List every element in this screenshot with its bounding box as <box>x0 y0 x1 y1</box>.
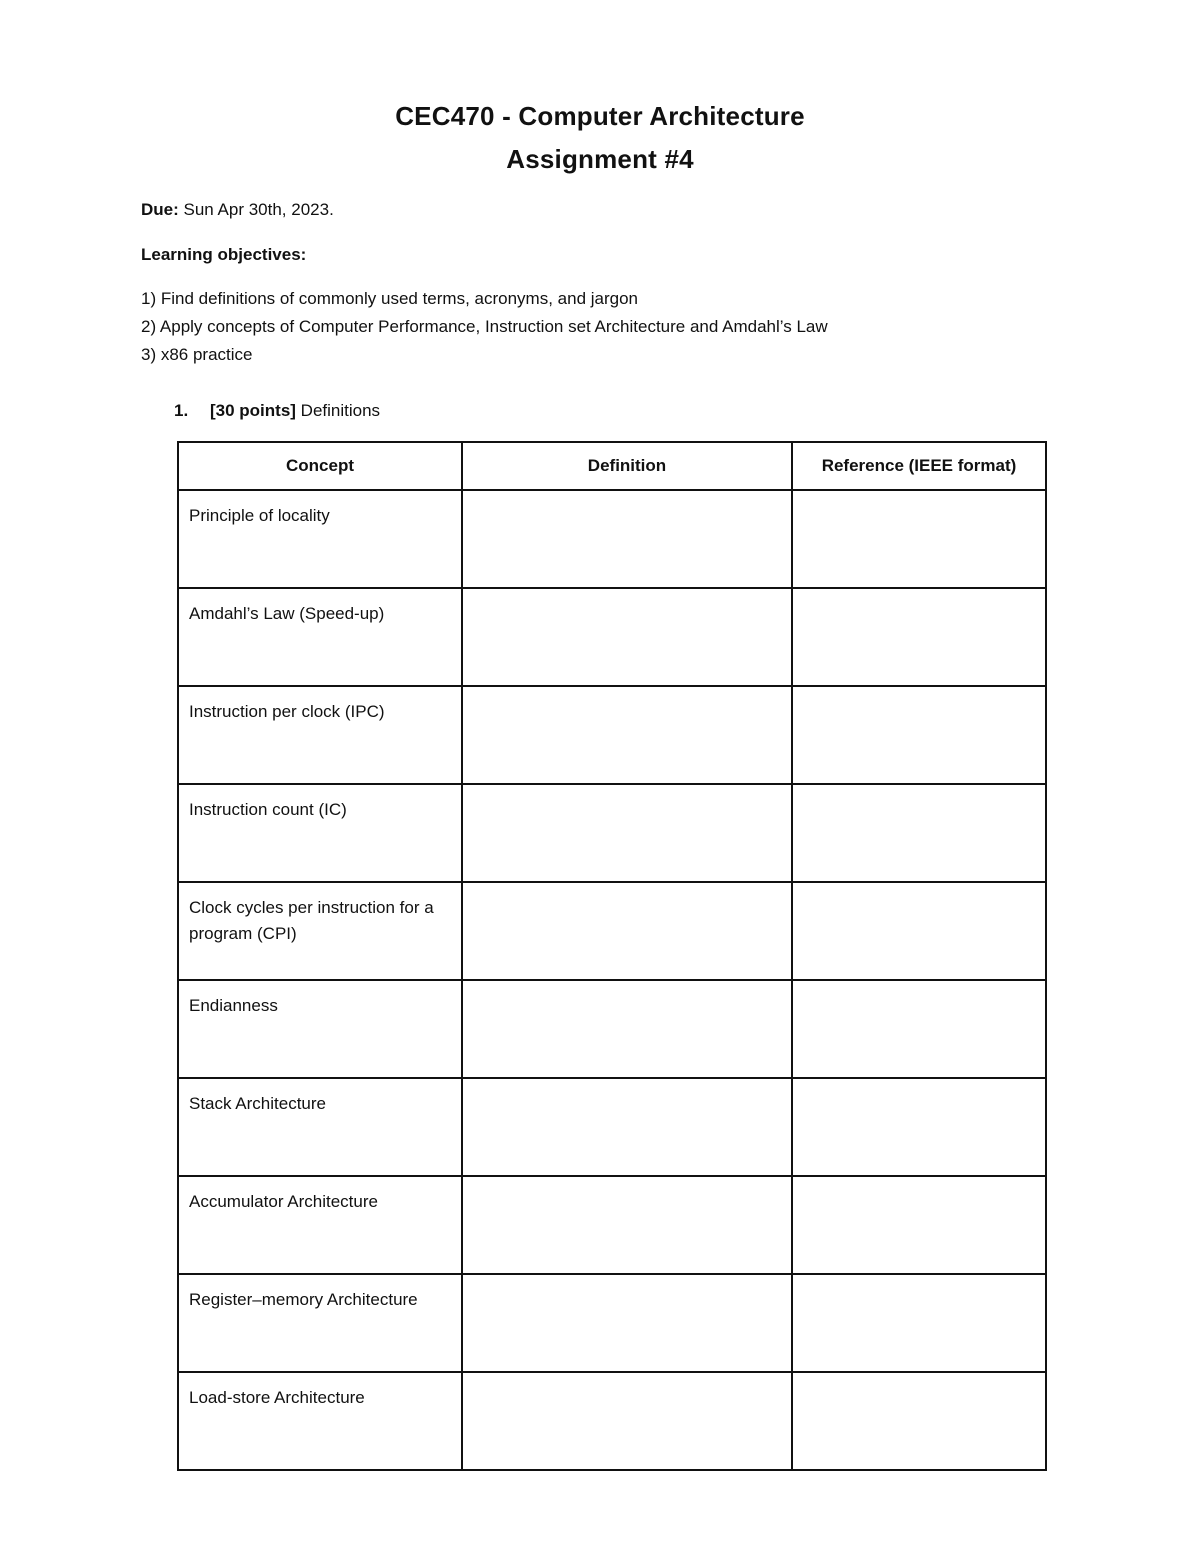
definition-cell[interactable] <box>462 1078 792 1176</box>
definition-cell[interactable] <box>462 588 792 686</box>
column-header-definition: Definition <box>462 442 792 490</box>
question-1-heading <box>174 401 380 421</box>
learning-objective-item: 3) x86 practice <box>141 345 253 364</box>
table-row <box>178 784 1046 882</box>
due-value: Sun Apr 30th, 2023. <box>178 200 334 219</box>
reference-cell[interactable] <box>792 490 1046 588</box>
learning-objective-item: 2) Apply concepts of Computer Performance, Instruction set Architecture and Amdahl’s Law <box>141 317 828 336</box>
concept-cell: Principle of locality <box>178 490 462 588</box>
table-row <box>178 1372 1046 1470</box>
definition-cell[interactable] <box>462 686 792 784</box>
concept-cell: Register–memory Architecture <box>178 1274 462 1372</box>
learning-objective-item: 1) Find definitions of commonly used terms, acronyms, and jargon <box>141 289 639 308</box>
reference-cell[interactable] <box>792 1176 1046 1274</box>
definition-cell[interactable] <box>462 980 792 1078</box>
table-row <box>178 686 1046 784</box>
assignment-subtitle: Assignment #4 <box>506 144 694 174</box>
concept-cell: Instruction per clock (IPC) <box>178 686 462 784</box>
table-row <box>178 1274 1046 1372</box>
table-row <box>178 588 1046 686</box>
definition-cell[interactable] <box>462 882 792 980</box>
reference-cell[interactable] <box>792 784 1046 882</box>
definition-cell[interactable] <box>462 784 792 882</box>
table-row <box>178 1176 1046 1274</box>
table-row <box>178 882 1046 980</box>
due-label: Due: <box>141 200 179 219</box>
document-title: CEC470 - Computer Architecture <box>395 101 805 131</box>
concept-cell: Instruction count (IC) <box>178 784 462 882</box>
learning-objectives-heading: Learning objectives: <box>141 245 307 264</box>
column-header-concept: Concept <box>178 442 462 490</box>
concept-cell: Clock cycles per instruction for a program (CPI) <box>178 882 462 980</box>
column-header-reference: Reference (IEEE format) <box>792 442 1046 490</box>
reference-cell[interactable] <box>792 1078 1046 1176</box>
concept-cell: Endianness <box>178 980 462 1078</box>
concept-cell: Stack Architecture <box>178 1078 462 1176</box>
table-row <box>178 1078 1046 1176</box>
reference-cell[interactable] <box>792 1274 1046 1372</box>
concept-cell: Amdahl’s Law (Speed-up) <box>178 588 462 686</box>
definition-cell[interactable] <box>462 1372 792 1470</box>
definition-cell[interactable] <box>462 490 792 588</box>
due-date-line <box>141 200 334 220</box>
table-row <box>178 980 1046 1078</box>
definition-cell[interactable] <box>462 1274 792 1372</box>
reference-cell[interactable] <box>792 882 1046 980</box>
table-header-row <box>178 442 1046 490</box>
definition-cell[interactable] <box>462 1176 792 1274</box>
concept-cell: Accumulator Architecture <box>178 1176 462 1274</box>
table-row <box>178 490 1046 588</box>
question-number: 1. <box>174 401 189 420</box>
reference-cell[interactable] <box>792 980 1046 1078</box>
question-points: [30 points] <box>210 401 296 420</box>
concept-cell: Load-store Architecture <box>178 1372 462 1470</box>
reference-cell[interactable] <box>792 588 1046 686</box>
question-title: Definitions <box>295 401 381 420</box>
reference-cell[interactable] <box>792 1372 1046 1470</box>
definitions-table <box>177 441 1047 1471</box>
reference-cell[interactable] <box>792 686 1046 784</box>
